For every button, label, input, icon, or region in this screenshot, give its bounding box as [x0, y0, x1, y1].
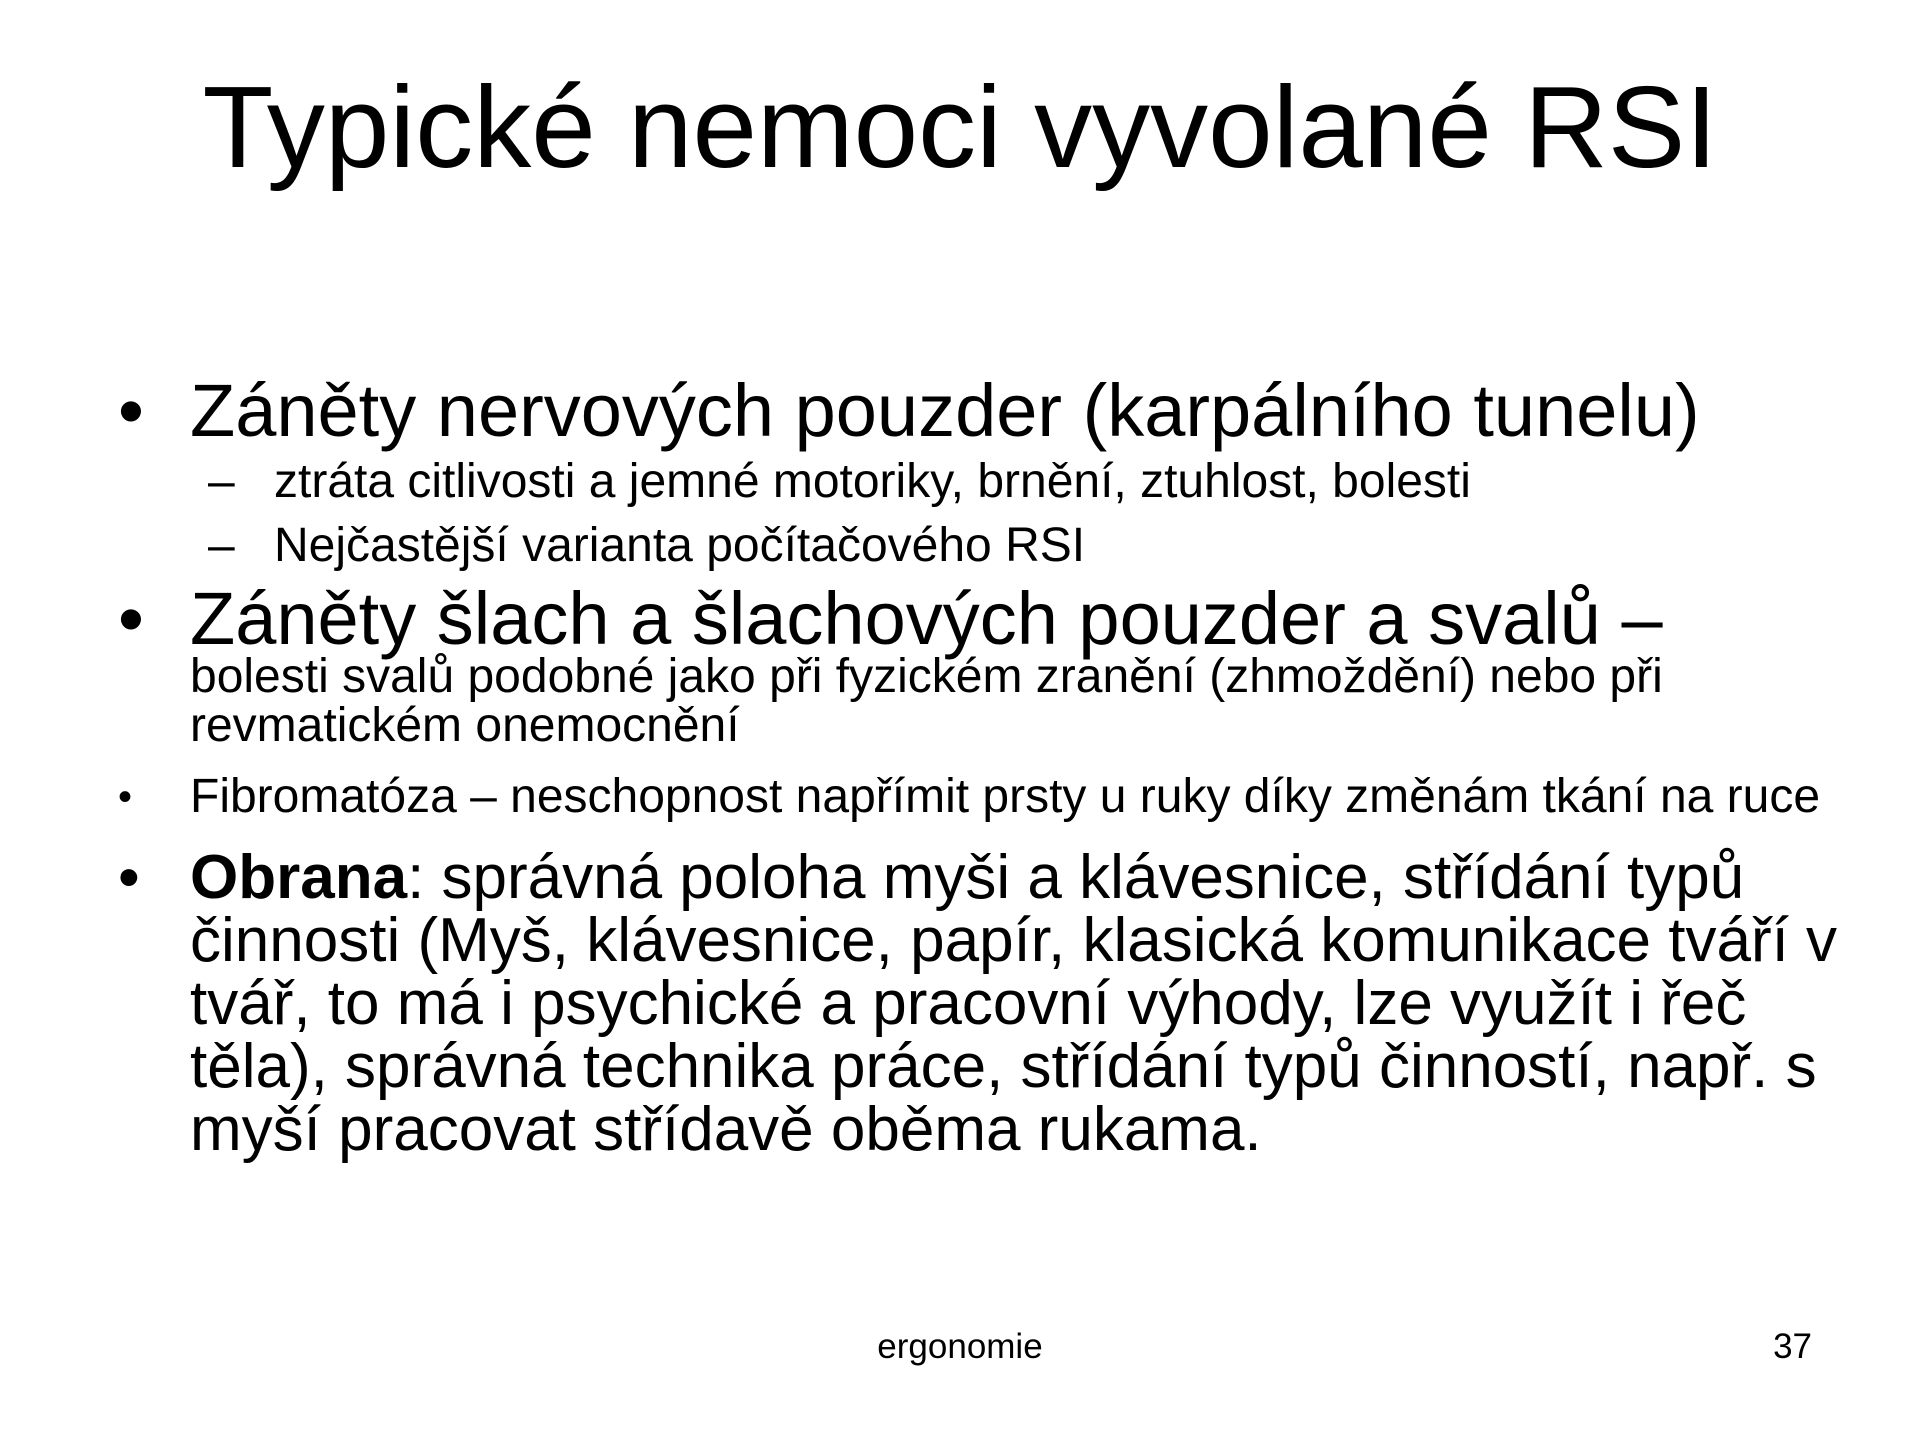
bullet-item	[118, 843, 1878, 1164]
sub-list	[118, 450, 1878, 578]
bullet-item	[118, 577, 1878, 660]
sub-bullet-item	[118, 514, 1878, 578]
bullet-dot-icon: •	[118, 843, 140, 912]
bullet-dot-icon: •	[118, 369, 144, 452]
bullet-item	[118, 369, 1878, 452]
bullet-bold-lead: Obrana	[190, 843, 408, 912]
bullet-dot-icon: •	[118, 577, 144, 660]
dash-icon: –	[208, 519, 235, 572]
bullet-text: : správná poloha myši a klávesnice, střídání typů činnosti (Myš, klávesnice, papír, klasická komunikace tváří v tvář, to má i psychické a pracovní výhody, lze využít i řeč těla), správná technika práce, střídání typů činností, např. s myší pracovat střídavě oběma rukama.	[190, 843, 1838, 1164]
bullet-continuation-text: bolesti svalů podobné jako při fyzickém zranění (zhmoždění) nebo při revmatickém onemocnění	[190, 650, 1663, 752]
bullet-text: Fibromatóza – neschopnost napřímit prsty u ruky díky změnám tkání na ruce	[190, 770, 1821, 823]
bullet-text: Záněty šlach a šlachových pouzder a svalů –	[190, 577, 1663, 660]
bullet-text: Záněty nervových pouzder (karpálního tunelu)	[190, 369, 1700, 452]
slide-content	[118, 369, 1878, 1164]
bullet-dot-icon: •	[118, 775, 133, 819]
bullet-item	[118, 772, 1878, 822]
sub-bullet-text: ztráta citlivosti a jemné motoriky, brnění, ztuhlost, bolesti	[274, 455, 1471, 508]
sub-bullet-text: Nejčastější varianta počítačového RSI	[274, 519, 1086, 572]
page-number: 37	[1773, 1327, 1812, 1366]
footer-label: ergonomie	[877, 1327, 1043, 1366]
sub-bullet-item	[118, 450, 1878, 514]
slide-title: Typické nemoci vyvolané RSI	[202, 62, 1718, 192]
dash-icon: –	[208, 455, 235, 508]
